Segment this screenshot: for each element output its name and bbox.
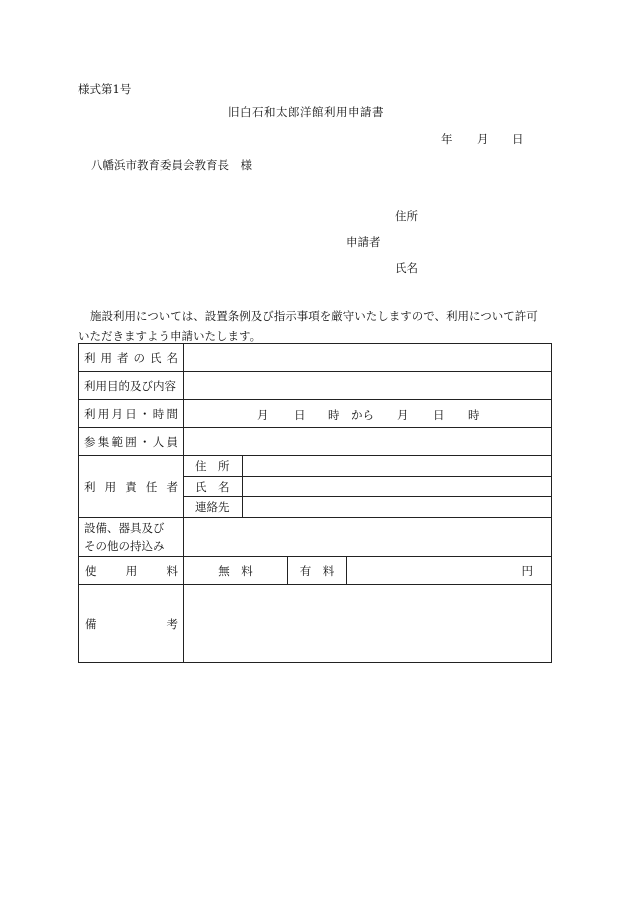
responsible-label: 利 用 責 任 者: [79, 456, 184, 518]
datetime-from: から: [351, 408, 374, 422]
document-title: 旧白石和太郎洋館利用申請書: [228, 105, 384, 119]
fee-free-option[interactable]: 無 料: [184, 557, 288, 585]
equipment-field[interactable]: [184, 518, 552, 557]
row-purpose: [79, 372, 552, 400]
user-name-label: 利 用 者 の 氏 名: [79, 344, 184, 372]
form-number: 様式第1号: [78, 82, 132, 96]
application-table: [78, 343, 552, 663]
row-participants: [79, 428, 552, 456]
datetime-field[interactable]: [184, 400, 552, 428]
row-equipment: [79, 518, 552, 557]
datetime-day-1: 日: [294, 408, 306, 422]
responsible-name-field[interactable]: [243, 477, 552, 497]
purpose-label: 利用目的及び内容: [79, 372, 184, 400]
participants-field[interactable]: [184, 428, 552, 456]
remarks-field[interactable]: [184, 585, 552, 663]
datetime-month-1: 月: [257, 408, 269, 422]
row-fee: [79, 557, 552, 585]
responsible-contact-label: 連絡先: [184, 497, 243, 518]
request-statement: [78, 306, 550, 346]
fee-paid-option[interactable]: 有 料: [288, 557, 347, 585]
applicant-address-label: 住所: [395, 209, 418, 223]
datetime-hour-1: 時: [328, 408, 340, 422]
datetime-hour-2: 時: [468, 408, 480, 422]
responsible-address-label: 住 所: [184, 456, 243, 477]
row-responsible-address: [79, 456, 552, 477]
fee-amount-field[interactable]: [347, 557, 552, 585]
row-user-name: [79, 344, 552, 372]
equipment-label-line-2: その他の持込み: [84, 539, 165, 553]
datetime-day-2: 日: [433, 408, 445, 422]
responsible-contact-field[interactable]: [243, 497, 552, 518]
applicant-label: 申請者: [346, 235, 381, 249]
date-day-label: 日: [512, 132, 524, 146]
row-datetime: [79, 400, 552, 428]
addressee: 八幡浜市教育委員会教育長 様: [91, 158, 252, 172]
equipment-label: [79, 518, 184, 557]
user-name-field[interactable]: [184, 344, 552, 372]
fee-label: 使 用 料: [79, 557, 184, 585]
date-year-label: 年: [441, 132, 453, 146]
remarks-label: 備 考: [79, 585, 184, 663]
participants-label: 参 集 範 囲 ・ 人 員: [79, 428, 184, 456]
responsible-name-label: 氏 名: [184, 477, 243, 497]
request-statement-line-1: 施設利用については、設置条例及び指示事項を厳守いたしますので、利用について許可: [90, 309, 538, 323]
date-month-label: 月: [477, 132, 489, 146]
responsible-address-field[interactable]: [243, 456, 552, 477]
yen-unit: 円: [521, 563, 533, 578]
datetime-month-2: 月: [397, 408, 409, 422]
datetime-label: 利 用 月 日 ・ 時 間: [79, 400, 184, 428]
purpose-field[interactable]: [184, 372, 552, 400]
request-statement-line-2: いただきますよう申請いたします。: [78, 329, 262, 343]
equipment-label-line-1: 設備、器具及び: [84, 521, 165, 535]
row-remarks: [79, 585, 552, 663]
applicant-name-label: 氏名: [395, 261, 418, 275]
